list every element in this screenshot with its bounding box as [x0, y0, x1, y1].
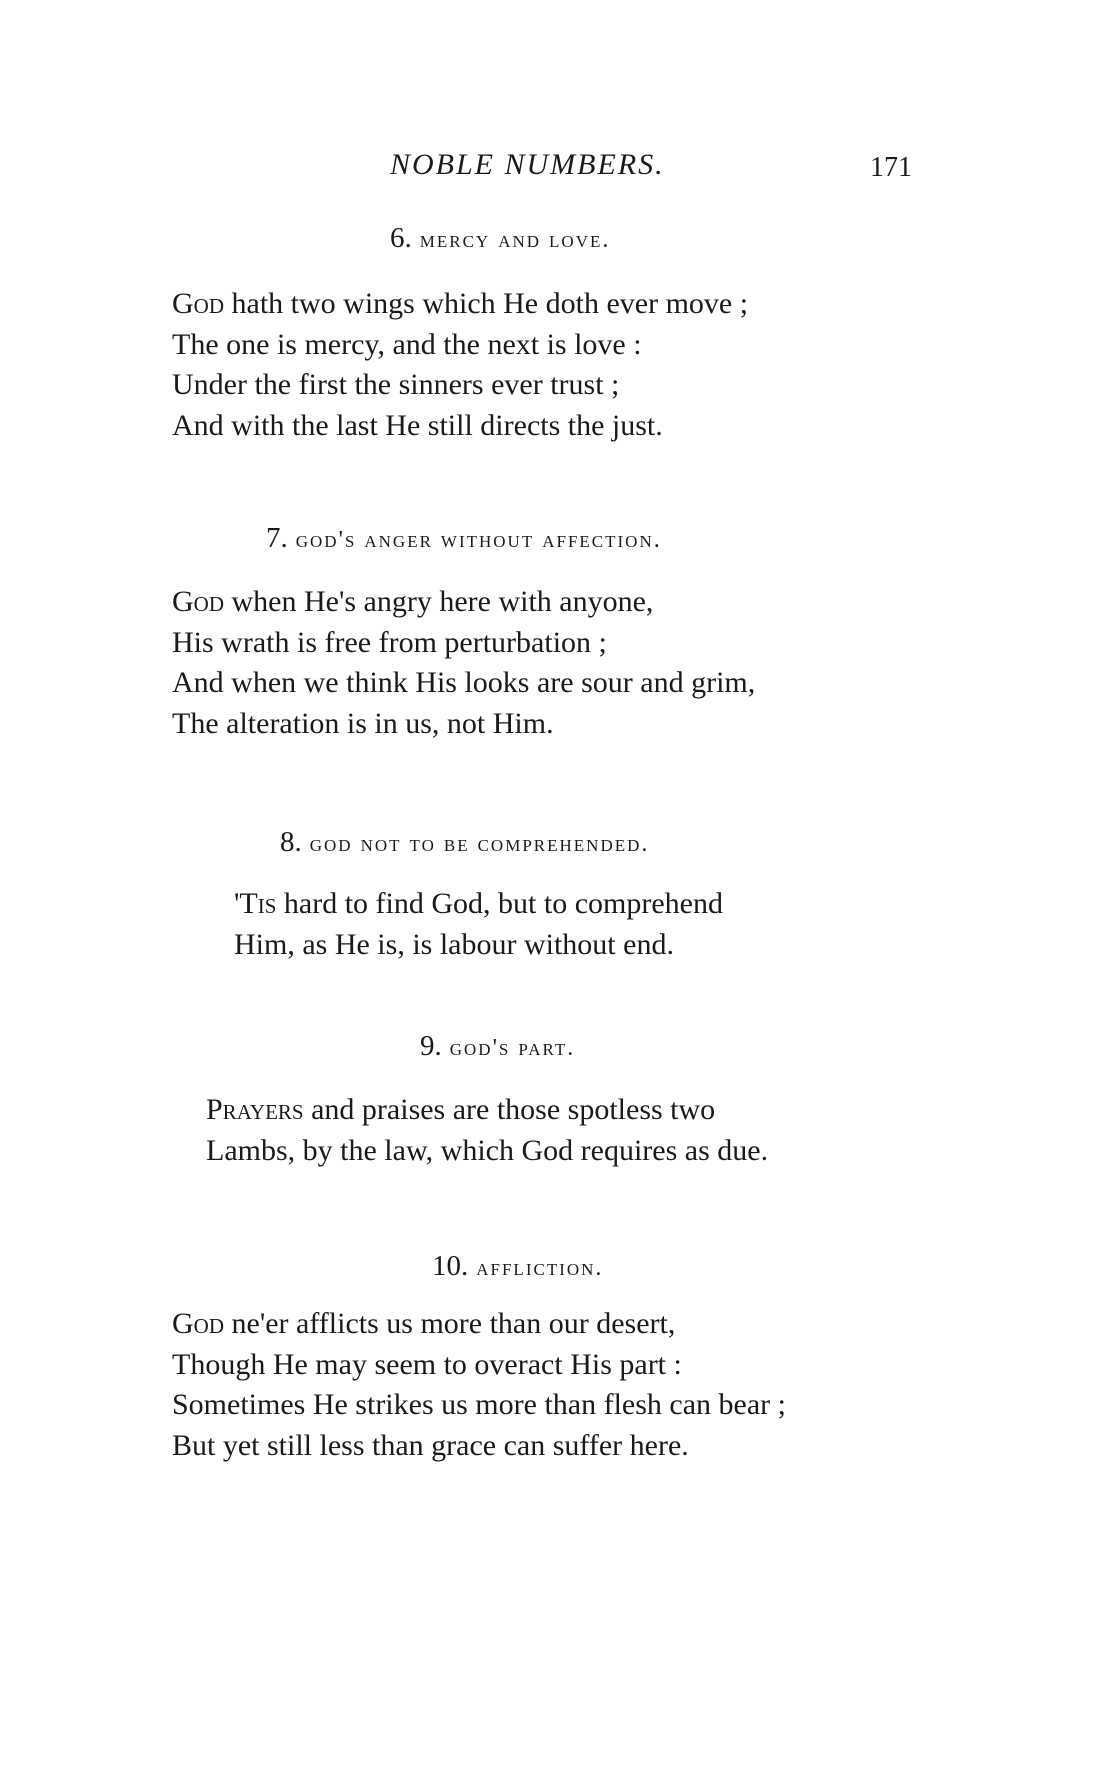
poem-heading	[280, 826, 649, 859]
line-text: And when we think His looks are sour and grim,	[172, 666, 756, 699]
poem-line	[172, 1426, 786, 1467]
poem-line	[172, 663, 755, 704]
poem-number: 7.	[266, 522, 288, 554]
poem-number: 6.	[390, 222, 412, 254]
line-lead: 'Tis	[234, 887, 277, 920]
line-text: The alteration is in us, not Him.	[172, 706, 554, 740]
running-title: NOBLE NUMBERS.	[390, 148, 665, 181]
poem-title: god's anger without affection.	[295, 527, 662, 553]
line-text: His wrath is free from perturbation ;	[172, 625, 607, 659]
poem-line	[234, 925, 723, 966]
line-lead: Prayers	[206, 1093, 304, 1126]
poem-body	[206, 1090, 768, 1171]
poem-line	[172, 623, 755, 664]
line-text: and praises are those spotless two	[303, 1093, 716, 1126]
poem-line	[172, 1385, 786, 1426]
poem-line	[206, 1090, 768, 1131]
poem-line	[172, 582, 755, 623]
line-lead: God	[172, 287, 224, 320]
poem-number: 8.	[280, 826, 302, 858]
line-lead: God	[172, 1307, 224, 1340]
poem-heading	[390, 222, 610, 255]
poem-body	[172, 582, 755, 744]
line-lead: God	[172, 585, 224, 618]
poem-heading	[420, 1030, 575, 1063]
poem-heading	[266, 522, 662, 555]
poem-line	[172, 365, 748, 406]
poem-title: god's part.	[449, 1035, 576, 1061]
poem-line	[172, 325, 748, 366]
line-text: Under the first the sinners ever trust ;	[172, 368, 620, 401]
poem-number: 9.	[420, 1030, 442, 1062]
poem-line	[234, 884, 723, 925]
poem-line	[206, 1131, 768, 1172]
line-text: And with the last He still directs the just.	[172, 408, 663, 442]
poem-title: affliction.	[476, 1255, 604, 1281]
poem-body	[234, 884, 723, 965]
line-text: hath two wings which He doth ever move ;	[224, 287, 749, 320]
page-number: 171	[870, 152, 912, 183]
line-text: Though He may seem to overact His part :	[172, 1347, 682, 1381]
poem-line	[172, 1345, 786, 1386]
poem-body	[172, 284, 748, 446]
poem-body	[172, 1304, 786, 1466]
poem-title: god not to be comprehended.	[309, 831, 650, 857]
poem-line	[172, 704, 755, 745]
line-text: when He's angry here with anyone,	[224, 585, 654, 618]
line-text: The one is mercy, and the next is love :	[172, 327, 642, 361]
line-text: hard to find God, but to comprehend	[276, 887, 723, 920]
line-text: But yet still less than grace can suffer here.	[172, 1428, 689, 1462]
poem-number: 10.	[432, 1250, 469, 1282]
line-text: Him, as He is, is labour without end.	[234, 927, 674, 961]
line-text: Lambs, by the law, which God requires as due.	[206, 1133, 769, 1167]
line-text: Sometimes He strikes us more than flesh can bear ;	[172, 1388, 787, 1421]
poem-line	[172, 284, 748, 325]
poem-line	[172, 406, 748, 447]
poem-line	[172, 1304, 786, 1345]
poem-heading	[432, 1250, 603, 1283]
line-text: ne'er afflicts us more than our desert,	[224, 1307, 676, 1340]
poem-title: mercy and love.	[419, 227, 611, 253]
